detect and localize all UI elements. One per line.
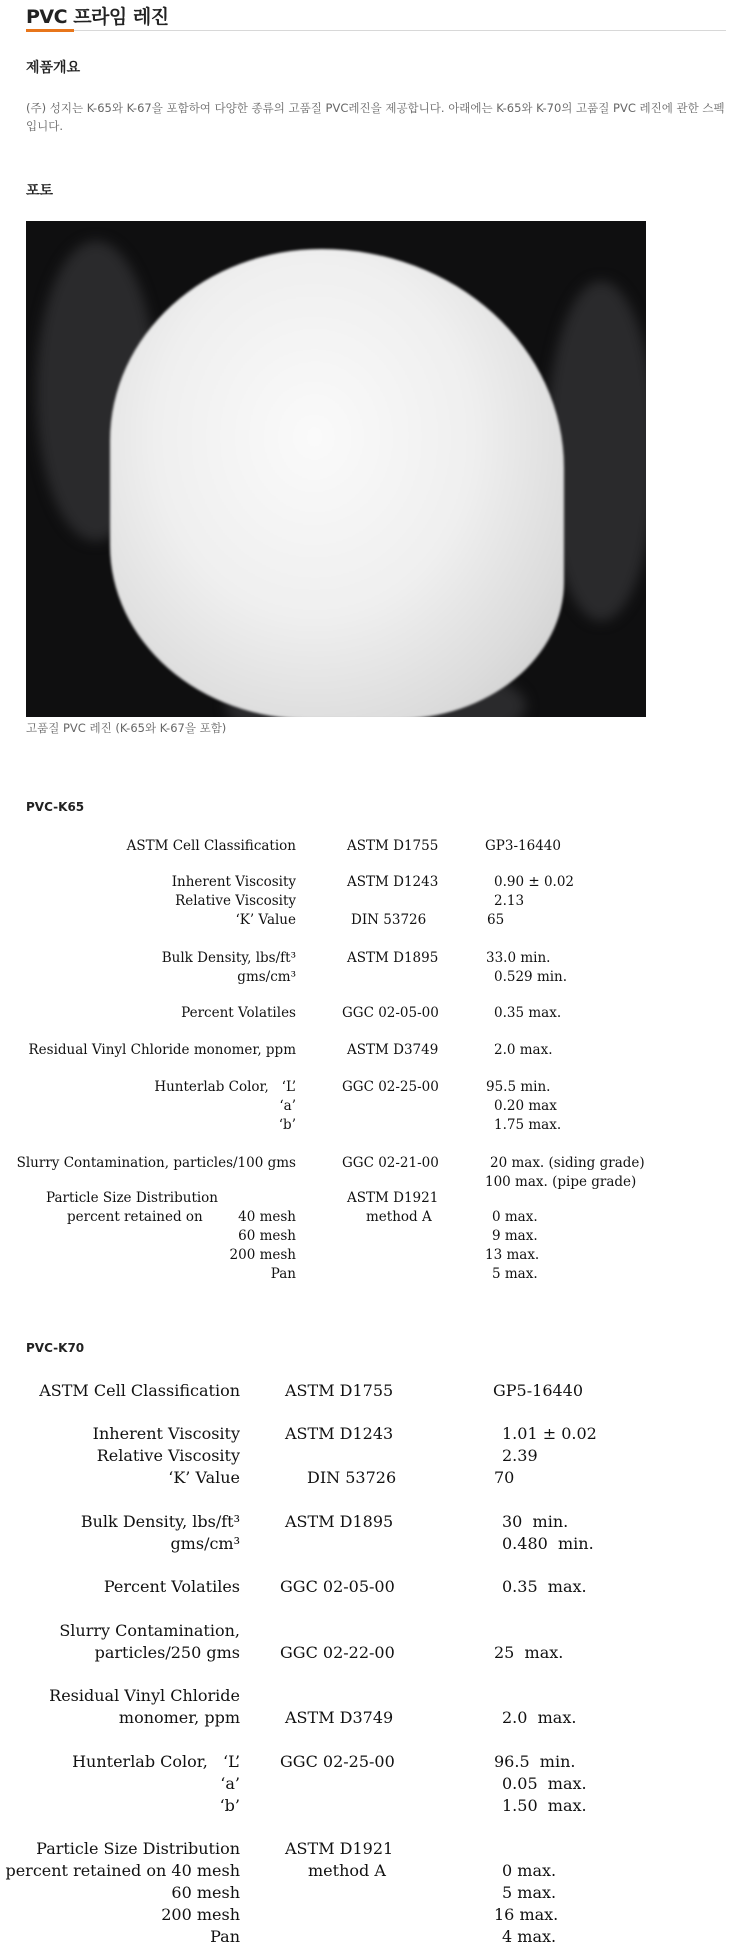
k70-method: ASTM D3749 — [285, 1708, 394, 1727]
k70-value: 2.39 — [502, 1446, 538, 1465]
k70-label: Percent Volatiles — [103, 1577, 240, 1596]
k65-value: 2.0 max. — [494, 1042, 553, 1058]
k65-method: ASTM D1755 — [347, 838, 439, 854]
k70-value: 0.480 min. — [502, 1534, 594, 1553]
k65-label: Percent Volatiles — [181, 1005, 296, 1021]
k70-method: ASTM D1755 — [285, 1381, 394, 1400]
k70-value: 5 max. — [502, 1883, 557, 1902]
k70-value: 0 max. — [502, 1861, 557, 1880]
k70-label: Pan — [210, 1927, 240, 1946]
k65-label: Slurry Contamination, particles/100 gms — [16, 1155, 296, 1171]
k65-method: DIN 53726 — [351, 912, 427, 928]
k70-label: Slurry Contamination, — [59, 1621, 240, 1640]
k65-method: ASTM D3749 — [347, 1042, 439, 1058]
k65-value: 0.90 ± 0.02 — [494, 874, 575, 890]
k70-label: Bulk Density, lbs/ft³ — [80, 1512, 240, 1531]
k65-mesh: 40 mesh — [238, 1209, 296, 1225]
k65-method: GGC 02-05-00 — [342, 1005, 439, 1021]
k70-value: 1.50 max. — [502, 1796, 587, 1815]
k65-value: 0.20 max — [494, 1098, 557, 1114]
k65-label: Particle Size Distribution — [46, 1190, 219, 1206]
k65-value: 0.35 max. — [494, 1005, 562, 1021]
k65-value: 13 max. — [485, 1247, 540, 1263]
k65-label: Bulk Density, lbs/ft³ — [161, 950, 296, 966]
k70-value: 0.35 max. — [502, 1577, 587, 1596]
k65-method: ASTM D1921 — [347, 1190, 439, 1206]
k70-method: ASTM D1243 — [285, 1424, 394, 1443]
resin-powder-pile — [110, 249, 564, 717]
k70-value: 70 — [494, 1468, 515, 1487]
k65-value: 2.13 — [494, 893, 525, 909]
k65-method: GGC 02-25-00 — [342, 1079, 439, 1095]
k70-method: GGC 02-05-00 — [280, 1577, 395, 1596]
k70-label: particles/250 gms — [94, 1643, 240, 1662]
k65-method: GGC 02-21-00 — [342, 1155, 439, 1171]
k70-label: Hunterlab Color, ‘L’ — [72, 1752, 240, 1771]
k70-value: GP5-16440 — [493, 1381, 584, 1400]
k70-value: 4 max. — [502, 1927, 557, 1946]
title-divider — [26, 30, 726, 31]
k70-value: 0.05 max. — [502, 1774, 587, 1793]
overview-text: (주) 성지는 K-65와 K-67을 포함하여 다양한 종류의 고품질 PVC레진을 제공합니다. 아래에는 K-65와 K-70의 고품질 PVC 레진에 관한 스펙입니다. — [26, 101, 725, 133]
k65-value: 20 max. (siding grade) — [490, 1155, 645, 1171]
k70-label: monomer, ppm — [118, 1708, 240, 1727]
k70-label: ‘K’ Value — [168, 1468, 240, 1487]
k65-method: method A — [366, 1209, 432, 1225]
k70-value: 16 max. — [494, 1905, 559, 1924]
k65-label: ‘K’ Value — [235, 912, 296, 928]
k70-label: 60 mesh — [171, 1883, 240, 1902]
k70-label: ASTM Cell Classification — [39, 1381, 240, 1400]
k65-method: ASTM D1895 — [347, 950, 439, 966]
k70-method: ASTM D1921 — [285, 1839, 394, 1858]
k65-label: ‘b’ — [278, 1117, 296, 1133]
k70-value: 2.0 max. — [502, 1708, 577, 1727]
k70-value: 1.01 ± 0.02 — [502, 1424, 597, 1443]
k70-method: method A — [308, 1861, 386, 1880]
k65-label: Residual Vinyl Chloride monomer, ppm — [28, 1042, 296, 1058]
k65-value: 9 max. — [492, 1228, 538, 1244]
k70-method: DIN 53726 — [307, 1468, 397, 1487]
k70-label: Residual Vinyl Chloride — [49, 1686, 240, 1705]
k65-value: 0.529 min. — [494, 969, 568, 985]
k65-label: gms/cm³ — [237, 969, 296, 985]
k70-label: percent retained on 40 mesh — [5, 1861, 240, 1880]
k65-value: 95.5 min. — [486, 1079, 551, 1095]
k70-value: 96.5 min. — [494, 1752, 576, 1771]
k65-label: Inherent Viscosity — [171, 874, 296, 890]
k65-value: 65 — [487, 912, 505, 928]
k70-heading: PVC-K70 — [26, 1341, 85, 1355]
k65-method: ASTM D1243 — [347, 874, 439, 890]
k65-label: ‘a’ — [279, 1098, 296, 1114]
title-accent-bar — [26, 29, 74, 32]
k70-value: 25 max. — [494, 1643, 564, 1662]
k65-mesh: 60 mesh — [238, 1228, 296, 1244]
k70-label: ‘b’ — [219, 1796, 240, 1815]
k70-label: Relative Viscosity — [96, 1446, 240, 1465]
k65-value: GP3-16440 — [485, 838, 561, 854]
k65-label: Relative Viscosity — [175, 893, 296, 909]
k70-method: GGC 02-22-00 — [280, 1643, 395, 1662]
k70-label: 200 mesh — [161, 1905, 240, 1924]
overview-heading: 제품개요 — [26, 60, 81, 76]
k70-method: GGC 02-25-00 — [280, 1752, 395, 1771]
page-title: PVC 프라임 레진 — [26, 6, 169, 28]
k65-value: 0 max. — [492, 1209, 538, 1225]
k65-value: 5 max. — [492, 1266, 538, 1282]
photo-heading: 포토 — [26, 183, 54, 199]
k70-label: gms/cm³ — [170, 1534, 240, 1553]
k70-method: ASTM D1895 — [285, 1512, 394, 1531]
k65-value: 100 max. (pipe grade) — [485, 1174, 637, 1190]
pvc-resin-photo — [26, 221, 646, 717]
k65-value: 33.0 min. — [486, 950, 551, 966]
photo-caption: 고품질 PVC 레진 (K-65와 K-67을 포함) — [26, 721, 227, 735]
k70-label: Particle Size Distribution — [36, 1839, 240, 1858]
k65-label: percent retained on — [67, 1209, 203, 1225]
k65-label: Hunterlab Color, ‘L’ — [154, 1079, 296, 1095]
k65-heading: PVC-K65 — [26, 800, 85, 814]
k70-value: 30 min. — [502, 1512, 569, 1531]
k65-mesh: 200 mesh — [229, 1247, 296, 1263]
k65-label: ASTM Cell Classification — [126, 838, 296, 854]
k65-mesh: Pan — [270, 1266, 296, 1282]
k65-value: 1.75 max. — [494, 1117, 562, 1133]
k70-label: ‘a’ — [220, 1774, 240, 1793]
k70-label: Inherent Viscosity — [92, 1424, 240, 1443]
